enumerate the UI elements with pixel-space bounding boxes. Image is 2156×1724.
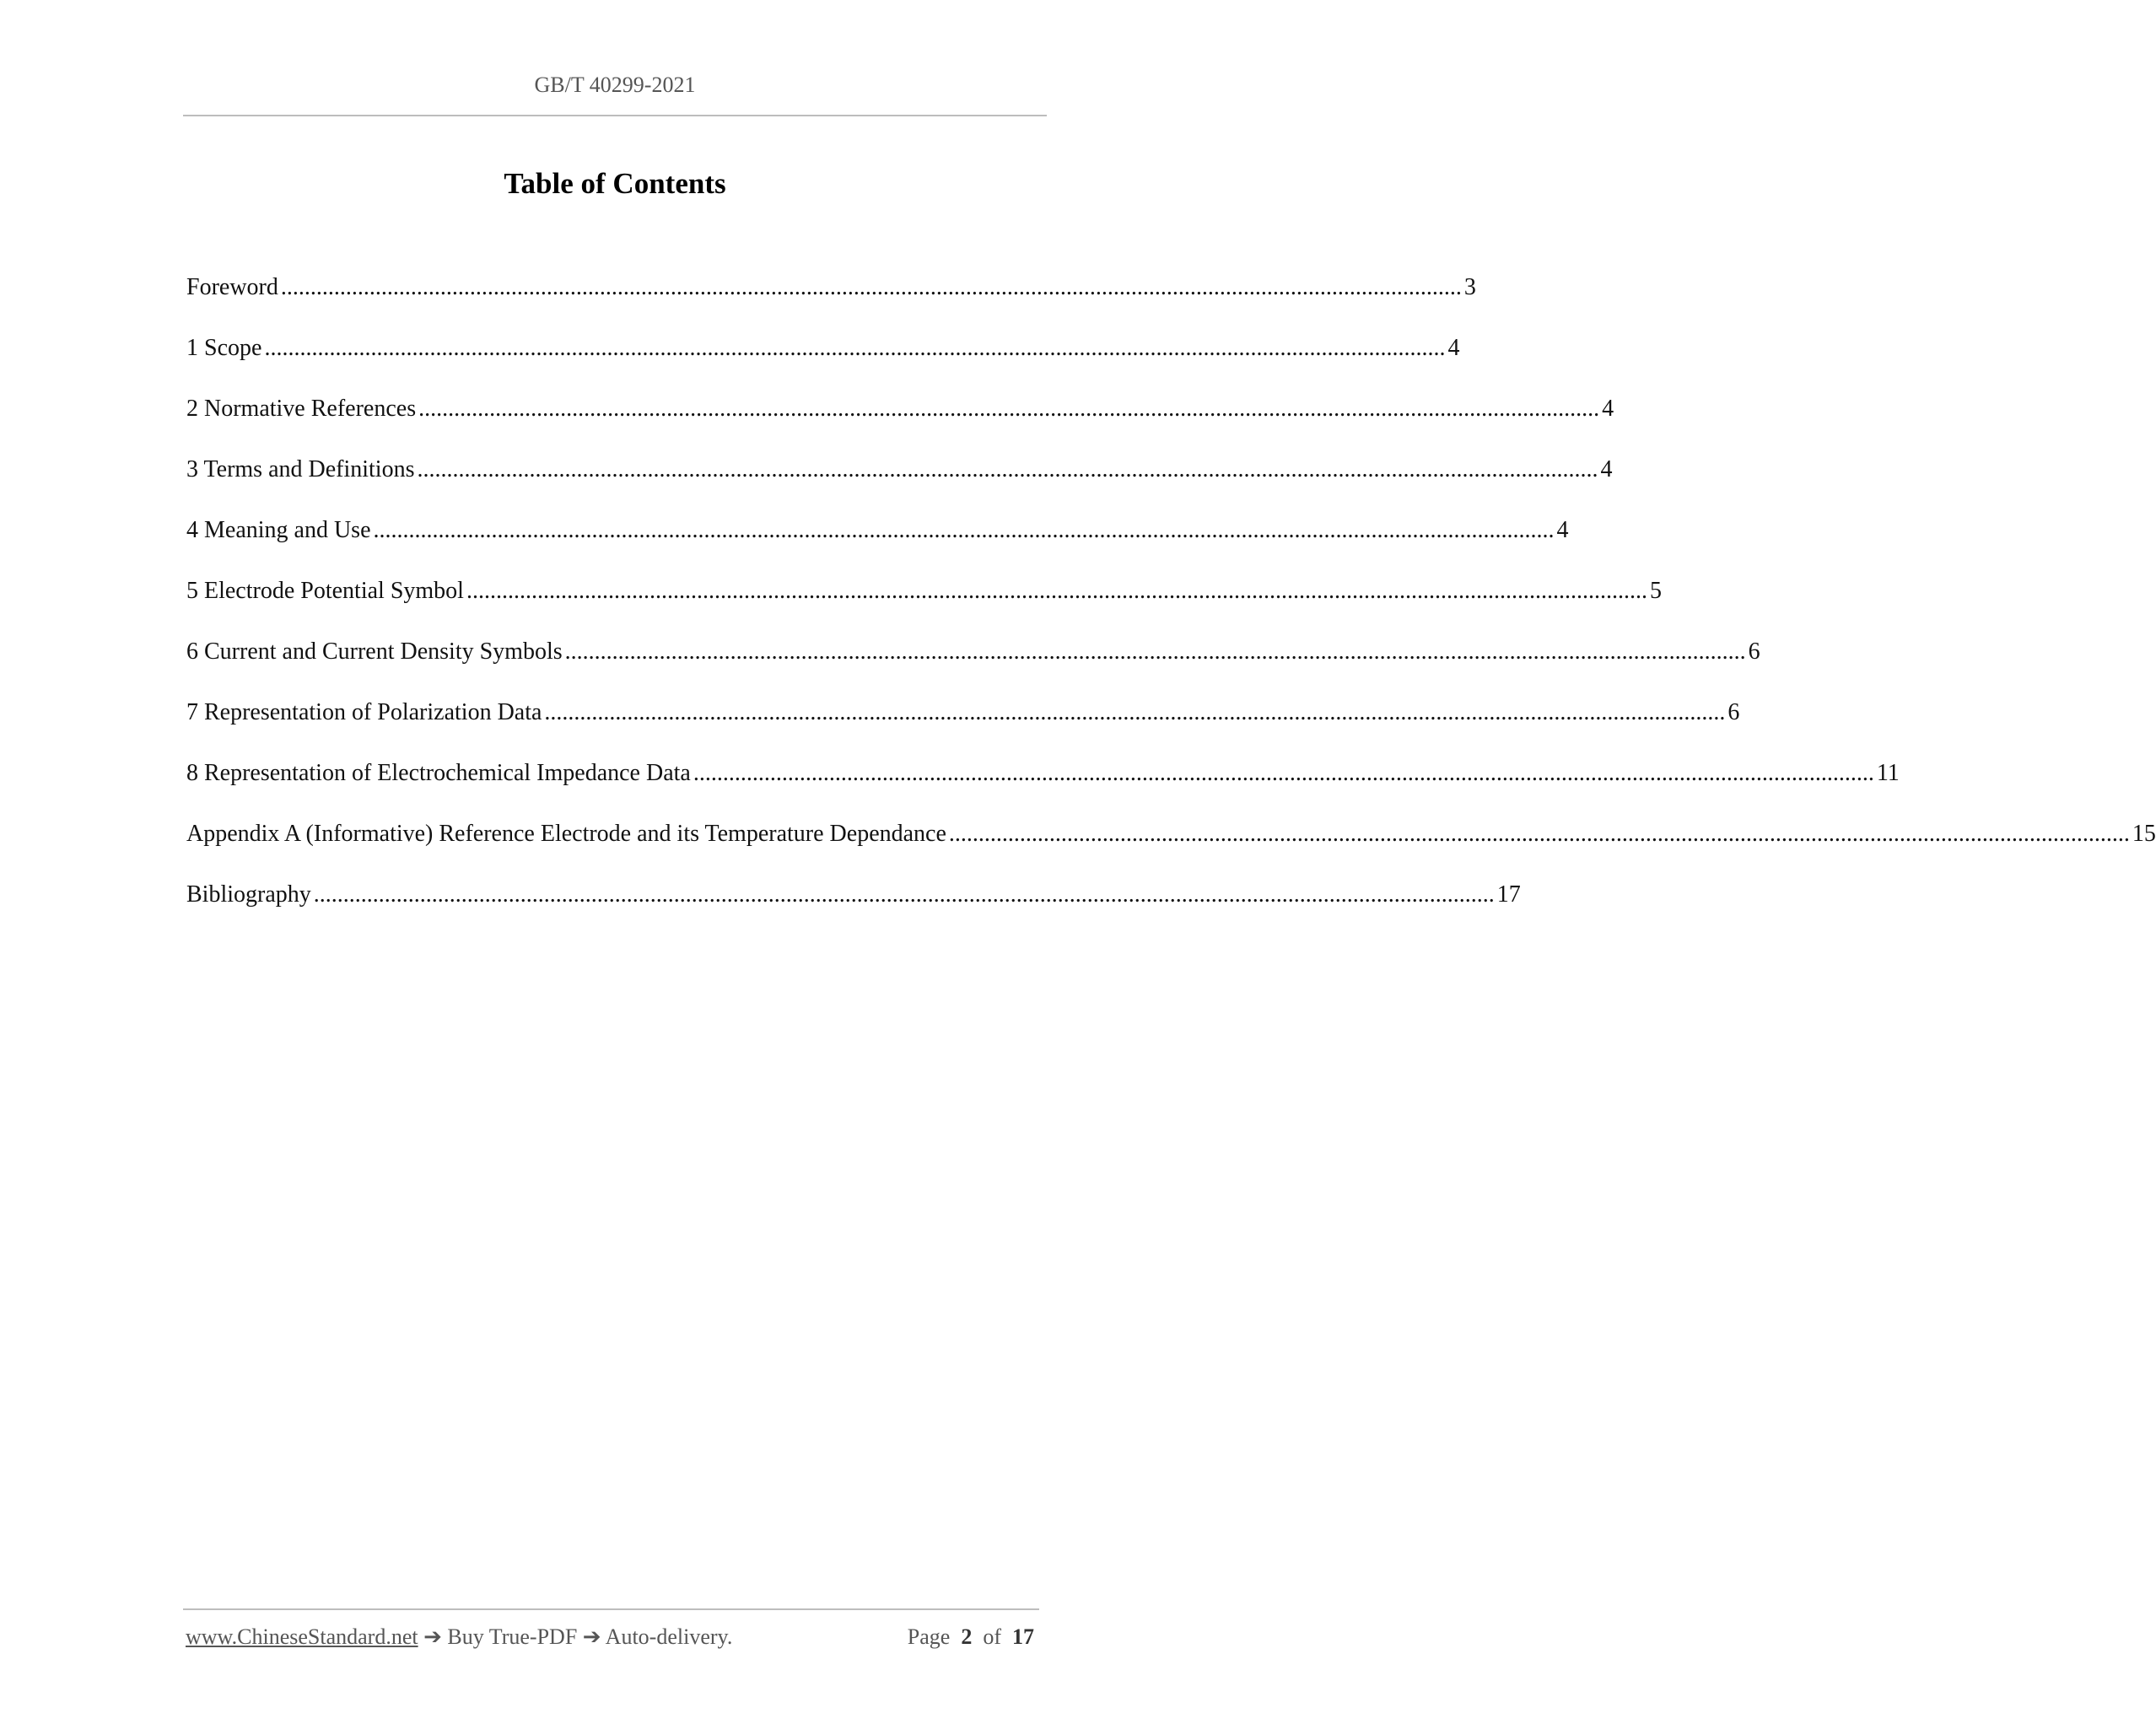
toc-entry-page: 6 — [1748, 638, 1760, 665]
of-word: of — [983, 1624, 1001, 1649]
page-footer — [186, 1624, 1039, 1658]
dot-leader: ........................................................................................................................................................................................................ — [264, 335, 1446, 361]
dot-leader: ........................................................................................................................................................................................................ — [544, 699, 1726, 725]
dot-leader: ........................................................................................................................................................................................................ — [280, 274, 1462, 300]
toc-entry-label: Appendix A (Informative) Reference Electrode and its Temperature Dependance — [186, 821, 946, 847]
toc-entry-scope[interactable] — [186, 330, 1460, 391]
toc-entry-page: 4 — [1447, 335, 1460, 361]
delivery-text: Auto-delivery. — [605, 1624, 733, 1649]
toc-entry-page: 15 — [2132, 821, 2156, 847]
toc-entry-meaning-and-use[interactable] — [186, 512, 1569, 573]
header-divider — [183, 115, 1047, 116]
toc-entry-page: 11 — [1876, 760, 1900, 786]
toc-entry-page: 4 — [1600, 456, 1613, 482]
toc-entry-bibliography[interactable] — [186, 876, 1521, 937]
toc-entry-page: 5 — [1649, 578, 1662, 604]
toc-entry-label: Bibliography — [186, 881, 311, 908]
page-number — [908, 1624, 1034, 1650]
toc-entry-foreword[interactable] — [186, 269, 1476, 330]
dot-leader: ........................................................................................................................................................................................................ — [417, 456, 1598, 482]
toc-entry-label: 2 Normative References — [186, 396, 417, 422]
toc-entry-page: 17 — [1496, 881, 1521, 908]
dot-leader: ........................................................................................................................................................................................................ — [948, 821, 2130, 847]
toc-entry-page: 6 — [1727, 699, 1740, 725]
total-pages: 17 — [1012, 1624, 1034, 1649]
page-word: Page — [907, 1624, 951, 1649]
dot-leader: ........................................................................................................................................................................................................ — [373, 517, 1555, 543]
toc-entry-polarization-data[interactable] — [186, 694, 1740, 755]
toc-entry-appendix-a[interactable] — [186, 816, 2156, 876]
toc-entry-label: Foreword — [186, 274, 278, 300]
dot-leader: ........................................................................................................................................................................................................ — [466, 578, 1647, 604]
toc-entry-current-density-symbols[interactable] — [186, 633, 1760, 694]
toc-entry-page: 3 — [1463, 274, 1476, 300]
buy-text: Buy True-PDF — [447, 1624, 578, 1649]
toc-title: Table of Contents — [504, 167, 726, 200]
toc-entry-label: 6 Current and Current Density Symbols — [186, 638, 563, 665]
toc-entry-label: 3 Terms and Definitions — [186, 456, 415, 482]
footer-divider — [183, 1608, 1039, 1610]
toc-list — [186, 269, 2156, 937]
arrow-right-icon: ➔ — [582, 1624, 601, 1649]
footer-promo — [186, 1624, 732, 1650]
toc-entry-label: 8 Representation of Electrochemical Impedance Data — [186, 760, 691, 786]
toc-entry-label: 1 Scope — [186, 335, 262, 361]
toc-entry-page: 4 — [1556, 517, 1569, 543]
toc-entry-label: 5 Electrode Potential Symbol — [186, 578, 464, 604]
running-header: GB/T 40299-2021 — [534, 73, 696, 97]
toc-entry-page: 4 — [1602, 396, 1614, 422]
toc-entry-terms-and-definitions[interactable] — [186, 451, 1613, 512]
dot-leader: ........................................................................................................................................................................................................ — [564, 638, 1746, 665]
dot-leader: ........................................................................................................................................................................................................ — [313, 881, 1495, 908]
toc-entry-label: 4 Meaning and Use — [186, 517, 371, 543]
toc-entry-electrode-potential-symbol[interactable] — [186, 573, 1662, 633]
arrow-right-icon: ➔ — [423, 1624, 442, 1649]
dot-leader: ........................................................................................................................................................................................................ — [693, 760, 1874, 786]
dot-leader: ........................................................................................................................................................................................................ — [418, 396, 1600, 422]
toc-entry-normative-references[interactable] — [186, 391, 1614, 451]
toc-entry-label: 7 Representation of Polarization Data — [186, 699, 542, 725]
website-link[interactable]: www.ChineseStandard.net — [186, 1624, 418, 1649]
toc-entry-impedance-data[interactable] — [186, 755, 1900, 816]
current-page: 2 — [961, 1624, 973, 1649]
